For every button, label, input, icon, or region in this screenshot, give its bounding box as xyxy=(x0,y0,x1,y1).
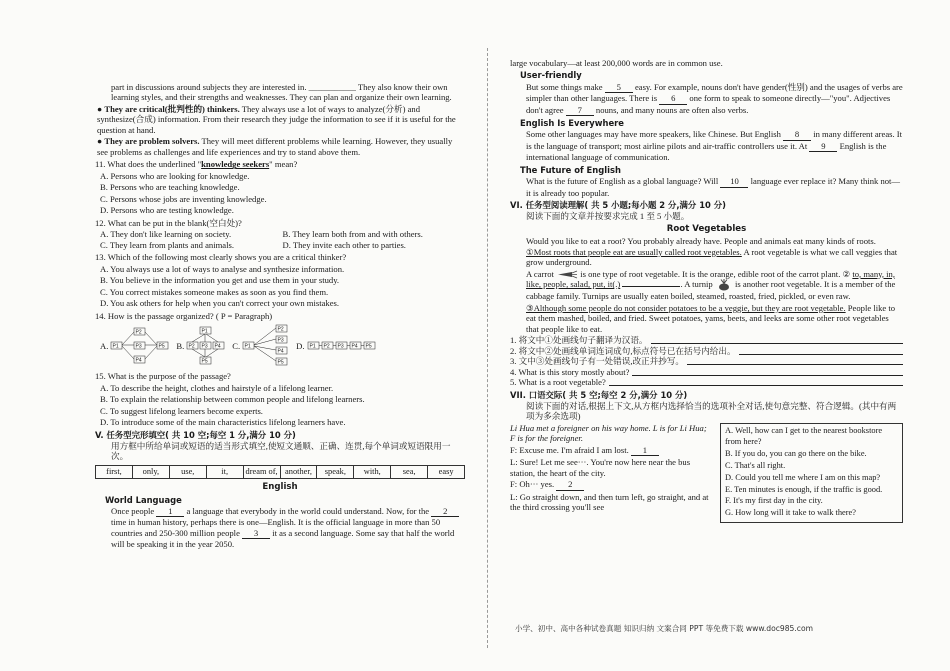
task-5-answer-line[interactable] xyxy=(609,377,903,386)
svg-text:P1: P1 xyxy=(244,343,251,350)
word-item: speak, xyxy=(317,466,354,478)
task-2-answer-line[interactable] xyxy=(739,346,903,355)
q15-option-a: A. To describe the height, clothes and hairstyle of a lifelong learner. xyxy=(100,382,334,393)
q13-option-b: B. You believe in the information you get and use them in your study. xyxy=(100,275,340,286)
question-14: 14. How is the passage organized? ( P = Paragraph) xyxy=(95,310,273,321)
passage-title-root-vegetables: Root Vegetables xyxy=(666,223,747,234)
q11-option-d: D. Persons who are testing knowledge. xyxy=(100,205,234,216)
q15-option-c: C. To suggest lifelong learners become experts. xyxy=(100,405,263,416)
svg-text:P2: P2 xyxy=(188,343,195,350)
q12-options-row-2: C. They learn from plants and animals. D. They invite each other to parties. xyxy=(100,239,406,250)
section-6-instructions: 阅读下面的文章并按要求完成 1 至 5 小题。 xyxy=(526,211,690,222)
word-item: only, xyxy=(133,466,170,478)
section-7-instructions: 阅读下面的对话,根据上下文,从方框内选择恰当的选项补全对话,使句意完整、符合逻辑。(其中有两项为多余选项) xyxy=(526,400,897,422)
dialogue-line-f2: F: Oh··· yes. 2 xyxy=(510,479,710,490)
question-15: 15. What is the purpose of the passage? xyxy=(95,371,231,382)
dialogue-context: Li Hua met a foreigner on his way home. L is for Li Hua; F is for the foreigner. xyxy=(510,422,707,444)
diagram-d-structure xyxy=(307,341,379,351)
user-friendly-paragraph: But some things make 5 easy. For example, nouns don't have gender(性别) and the usages of verbs are simpler than other languages. There is 6 one form to speak to someone directly—"you". Adjectives don't agree 7 nouns, and many nouns are often also verbs. xyxy=(526,81,903,115)
word-item: use, xyxy=(170,466,207,478)
svg-text:P2: P2 xyxy=(323,343,330,350)
task-3-answer-line[interactable] xyxy=(687,356,903,365)
svg-text:P5: P5 xyxy=(277,359,284,366)
task-1-answer-line[interactable] xyxy=(651,335,903,344)
svg-text:P5: P5 xyxy=(201,358,208,365)
subtitle-future: The Future of English xyxy=(520,164,621,175)
subtitle-world-language: World Language xyxy=(105,494,182,505)
left-column xyxy=(95,82,465,551)
blank-5[interactable]: 5 xyxy=(605,82,633,93)
svg-text:P5: P5 xyxy=(365,343,372,350)
q13-option-a: A. You always use a lot of ways to analyse and synthesize information. xyxy=(100,263,345,274)
blank-2[interactable]: 2 xyxy=(431,506,459,517)
word-item: dream of, xyxy=(244,466,281,478)
word-item: easy xyxy=(438,466,454,476)
blank-8[interactable]: 8 xyxy=(783,129,811,140)
word-item: first, xyxy=(96,466,133,478)
right-column xyxy=(510,58,903,518)
dialogue-blank-1[interactable]: 1 xyxy=(631,445,659,456)
svg-text:P4: P4 xyxy=(214,343,221,350)
option-g: G. How long will it take to walk there? xyxy=(725,508,856,518)
root-paragraph-2: A carrot is one type of root vegetable. It is the orange, edible root of the carrot plant. ② to, many, in, like, people, salad, put, it(.) . A turnip is another root vegetable. It is a member of the cabbage family. Turnips are usually eaten boiled, steamed, roasted, fried, pickled, or even raw. xyxy=(526,268,896,302)
section-7-heading: VII. 口语交际( 共 5 空;每空 2 分,满分 10 分) xyxy=(510,389,688,400)
question-11: 11. What does the underlined "knowledge seekers" mean? xyxy=(95,159,298,170)
q15-option-b: B. To explain the relationship between common people and lifelong learners. xyxy=(100,394,365,405)
dialogue-line-l2: L: Go straight down, and then turn left, go straight, and at the third crossing you'll see xyxy=(510,491,709,513)
dialogue-area xyxy=(510,422,903,518)
svg-text:P2: P2 xyxy=(135,329,142,336)
subtitle-english-everywhere: English Is Everywhere xyxy=(520,118,624,129)
q11-option-c: C. Persons whose jobs are inventing knowledge. xyxy=(100,193,267,204)
dialogue-line-f1: F: Excuse me. I'm afraid I am lost. 1 xyxy=(510,445,710,456)
q11-option-b: B. Persons who are teaching knowledge. xyxy=(100,182,240,193)
diagram-b-structure xyxy=(186,326,226,366)
q12-options-row-1: A. They don't like learning on society. B. They learn both from and with others. xyxy=(100,229,423,240)
turnip-icon xyxy=(715,279,733,291)
svg-text:P4: P4 xyxy=(277,348,284,355)
svg-text:P4: P4 xyxy=(351,343,358,350)
task-2: 2. 将文中②处画线单词连词成句,标点符号已在括号内给出。 xyxy=(510,346,903,356)
q11-option-a: A. Persons who are looking for knowledge. xyxy=(100,170,250,181)
carrot-icon xyxy=(556,270,578,279)
svg-text:P3: P3 xyxy=(201,343,208,350)
q13-option-c: C. You correct mistakes someone makes as soon as you find them. xyxy=(100,286,329,297)
task-5: 5. What is a root vegetable? xyxy=(510,377,903,387)
dialogue-options-box xyxy=(720,423,903,523)
question-13: 13. Which of the following most clearly shows you are a critical thinker? xyxy=(95,252,347,263)
section-5-heading: V. 任务型完形填空( 共 10 空;每空 1 分,满分 10 分) xyxy=(95,429,296,440)
word-item: sea, xyxy=(391,466,428,478)
svg-text:P5: P5 xyxy=(158,343,165,350)
bullet-critical: ● They are critical(批判性的) thinkers. They always use a lot of ways to analyze(分析) and synthesize(合成) information. From their research they judge the information to see if it is useful for the question at hand. xyxy=(97,103,456,135)
world-language-paragraph: Once people 1 a language that everybody in the world could understand. Now, for the 2 time in human history, perhaps there is one—English. It is the official language in more than 50 countries and 250-300 million people 3 it as a second language. Some say that half the world will be speaking it in the year 2050. xyxy=(95,506,465,550)
passage-title-english: English xyxy=(262,482,298,493)
diagram-b: B. P1 P2 P3 P4 P5 xyxy=(176,326,226,366)
root-paragraph-1: Would you like to eat a root? You probably already have. People and animals eat many kinds of roots. ①Most roots that people eat are usually called root vegetables. A root vegetable is what we call veggies that grow underground. xyxy=(526,236,898,268)
svg-text:P3: P3 xyxy=(337,343,344,350)
option-b: B. If you do, you can go there on the bike. xyxy=(725,448,867,458)
intro-paragraph: part in discussions around subjects they are interested in. ___________ They also know their own learning styles, and their strengths and weaknesses. They can plan and organize their own learning. xyxy=(111,82,452,103)
bullet-problem: ● They are problem solvers. They will meet different problems while learning. However, they usually see problems as challenges and life experiences and try to stand above them. xyxy=(97,136,453,157)
svg-text:P3: P3 xyxy=(277,337,284,344)
task-4-answer-line[interactable] xyxy=(632,367,903,376)
svg-text:P2: P2 xyxy=(277,326,284,333)
footer-watermark: 小学、初中、高中各种试卷真题 知识归纳 文案合同 PPT 等免费下载 www.doc985.com xyxy=(515,624,814,633)
task-4: 4. What is this story mostly about? xyxy=(510,367,903,377)
column-divider xyxy=(487,48,488,648)
option-f: F. It's my first day in the city. xyxy=(725,496,823,506)
blank-9[interactable]: 9 xyxy=(809,141,837,152)
section-5-instructions: 用方框中所给单词或短语的适当形式填空,使短文通顺、正确、连贯,每个单词或短语限用一次。 xyxy=(111,440,451,462)
svg-text:P4: P4 xyxy=(135,357,142,364)
answer-line-2[interactable] xyxy=(622,286,680,287)
future-paragraph: What is the future of English as a global language? Will 10 language ever replace it? Many think not—it is already too popular. xyxy=(526,176,901,198)
diagram-d: D. P1 P2 P3 P4 P5 xyxy=(296,341,378,351)
root-paragraph-3: ③Although some people do not consider potatoes to be a veggie, but they are root vegetable. People like to eat them mashed, boiled, and fried. Sweet potatoes, yams, beets, and leeks are some other root vegetables that people like to eat. xyxy=(526,302,896,334)
diagram-a-structure xyxy=(110,326,170,366)
diagram-a: A. P1 P2 P3 P4 P5 xyxy=(100,326,170,366)
task-1: 1. 将文中①处画线句子翻译为汉语。 xyxy=(510,335,903,345)
blank-7[interactable]: 7 xyxy=(566,105,594,116)
word-item: another, xyxy=(281,466,318,478)
word-item: it, xyxy=(207,466,244,478)
dialogue-line-l1: L: Sure! Let me see···. You're now here near the bus station, the heart of the city. xyxy=(510,457,691,478)
blank-3[interactable]: 3 xyxy=(242,528,270,539)
english-everywhere-paragraph: Some other languages may have more speakers, like Chinese. But English 8 in many different areas. It is the language of transport; most airline pilots and air-traffic controllers use it. At 9 English is the international language of communication. xyxy=(526,129,903,163)
q13-option-d: D. You ask others for help when you can't correct your own mistakes. xyxy=(100,298,340,309)
svg-text:P1: P1 xyxy=(201,328,208,335)
blank-1[interactable]: 1 xyxy=(156,506,184,517)
vocab-line: large vocabulary—at least 200,000 words are in common use. xyxy=(510,58,723,68)
svg-text:P1: P1 xyxy=(309,343,316,350)
task-3: 3. 文中③处画线句子有一处错误,改正并抄写。 xyxy=(510,356,903,366)
option-c: C. That's all right. xyxy=(725,460,786,470)
blank-10[interactable]: 10 xyxy=(720,176,748,187)
blank-6[interactable]: 6 xyxy=(659,93,687,104)
word-item: with, xyxy=(354,466,391,478)
q14-diagrams xyxy=(100,324,465,368)
dialogue-text xyxy=(510,423,710,513)
svg-text:P3: P3 xyxy=(135,343,142,350)
dialogue-blank-2[interactable]: 2 xyxy=(556,479,584,490)
subtitle-user-friendly: User-friendly xyxy=(520,70,582,81)
svg-text:P1: P1 xyxy=(112,343,119,350)
q15-option-d: D. To introduce some of the main characteristics lifelong learners have. xyxy=(100,417,346,428)
word-box xyxy=(95,465,465,479)
question-12: 12. What can be put in the blank(空白处)? xyxy=(95,217,242,228)
section-6-heading: VI. 任务型阅读理解( 共 5 小题;每小题 2 分,满分 10 分) xyxy=(510,200,726,211)
diagram-c: C. P1 P2 P3 P4 P5 xyxy=(232,324,290,368)
option-e: E. Ten minutes is enough, if the traffic is good. xyxy=(725,484,883,494)
diagram-c-structure xyxy=(242,324,290,368)
option-d: D. Could you tell me where I am on this map? xyxy=(725,472,881,482)
option-a: A. Well, how can I get to the nearest bookstore from here? xyxy=(725,425,883,446)
